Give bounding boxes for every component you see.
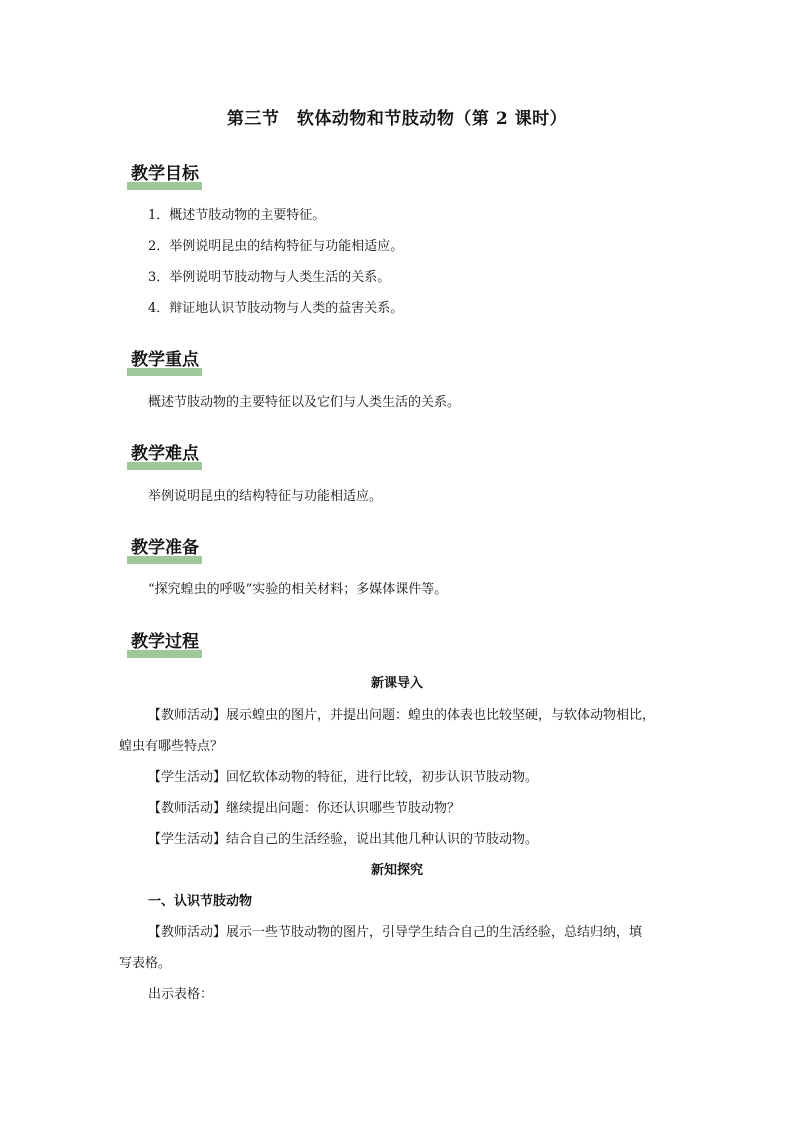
intro-line-1: 【教师活动】展示蝗虫的图片，并提出问题：蝗虫的体表也比较坚硬，与软体动物相比， bbox=[148, 708, 656, 723]
explore-line-2: 写表格。 bbox=[119, 956, 172, 971]
preparation-text: “探究蝗虫的呼吸”实验的相关材料；多媒体课件等。 bbox=[148, 582, 448, 597]
key-points-text: 概述节肢动物的主要特征以及它们与人类生活的关系。 bbox=[148, 395, 461, 410]
intro-title: 新课导入 bbox=[370, 676, 423, 691]
explore-subheading: 一、认识节肢动物 bbox=[148, 894, 253, 909]
intro-line-5: 【学生活动】结合自己的生活经验，说出其他几种认识的节肢动物。 bbox=[148, 832, 539, 847]
objective-item-4: 4．辩证地认识节肢动物与人类的益害关系。 bbox=[148, 301, 404, 316]
explore-line-1: 【教师活动】展示一些节肢动物的图片，引导学生结合自己的生活经验，总结归纳，填 bbox=[148, 925, 643, 940]
section-heading-difficulties: 教学难点 bbox=[127, 442, 202, 470]
intro-line-3: 【学生活动】回忆软体动物的特征，进行比较，初步认识节肢动物。 bbox=[148, 770, 539, 785]
section-heading-objectives: 教学目标 bbox=[127, 162, 202, 190]
objective-item-3: 3．举例说明节肢动物与人类生活的关系。 bbox=[148, 270, 391, 285]
explore-title: 新知探究 bbox=[370, 863, 423, 878]
objective-item-2: 2．举例说明昆虫的结构特征与功能相适应。 bbox=[148, 239, 404, 254]
section-heading-preparation: 教学准备 bbox=[127, 536, 202, 564]
difficulties-text: 举例说明昆虫的结构特征与功能相适应。 bbox=[148, 489, 383, 504]
intro-line-2: 蝗虫有哪些特点？ bbox=[119, 739, 224, 754]
page-title: 第三节 软体动物和节肢动物（第 2 课时） bbox=[226, 109, 568, 129]
explore-line-3: 出示表格： bbox=[148, 987, 214, 1002]
section-heading-process: 教学过程 bbox=[127, 630, 202, 658]
objective-item-1: 1．概述节肢动物的主要特征。 bbox=[148, 208, 326, 223]
intro-line-4: 【教师活动】继续提出问题：你还认识哪些节肢动物？ bbox=[148, 801, 461, 816]
section-heading-key-points: 教学重点 bbox=[127, 348, 202, 376]
